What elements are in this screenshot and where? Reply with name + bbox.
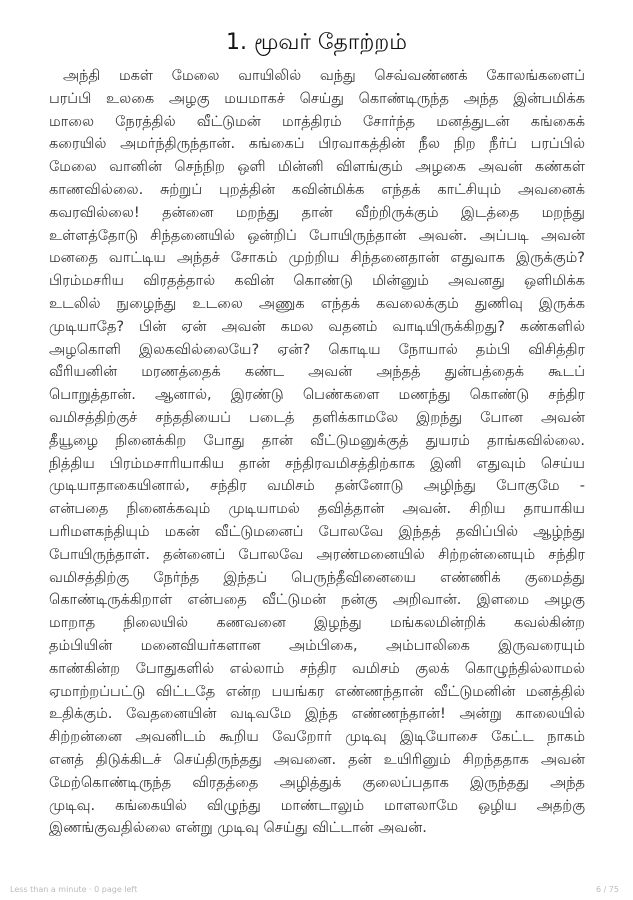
paragraph-line: மாலை நேரத்தில் வீட்டுமன் மாத்திரம் சோர்ந்த மனத்துடன் கங்கைக் — [49, 113, 585, 130]
paragraph-line: மேலை வானின் செந்நிற ஒளி மின்னி விளங்கும் அழகை அவன் கண்கள் — [49, 159, 585, 176]
paragraph-line: உதிக்கும். வேதனையின் வடிவமே இந்த எண்ணந்தான்! அன்று காலையில் — [49, 706, 585, 723]
paragraph-line: முடியாதே? பின் ஏன் அவன் கமல வதனம் வாடியிருக்கிறது? கண்களில் — [49, 318, 585, 335]
paragraph-line: பரிமளகந்தியும் மகன் வீட்டுமனைப் போலவே இந்தத் தவிப்பில் ஆழ்ந்து — [49, 523, 585, 540]
paragraph-line: சிற்றன்னை அவனிடம் கூறிய வேறோர் முடிவு இடியோசை கேட்ட நாகம் — [49, 729, 585, 746]
paragraph-line: காணவில்லை. சுற்றுப் புறத்தின் கவின்மிக்க எந்தக் காட்சியும் அவனைக் — [49, 181, 585, 198]
paragraph-line: தம்பியின் மனைவியர்களான அம்பிகை, அம்பாலிகை இருவரையும் — [49, 637, 585, 654]
paragraph-line: பிரம்மசரிய விரதத்தால் கவின் கொண்டு மின்னும் அவனது ஒளிமிக்க — [49, 273, 585, 290]
paragraph-line: என்பதை நினைக்கவும் முடியாமல் தவித்தான் அவன். சிறிய தாயாகிய — [49, 501, 585, 518]
paragraph-line: கொண்டிருக்கிறாள் என்பதை வீட்டுமன் நன்கு அறிவான். இளமை அழகு — [49, 592, 585, 609]
paragraph-line: உள்ளத்தோடு சிந்தனையில் ஒன்றிப் போயிருந்தான் அவன். அப்படி அவன் — [49, 227, 585, 244]
paragraph-line: மேற்கொண்டிருந்த விரதத்தை அழித்துக் குலைப்பதாக இருந்தது அந்த — [49, 774, 585, 791]
paragraph-line: காண்கின்ற போதுகளில் எல்லாம் சந்திர வமிசம் குலக் கொழுந்தில்லாமல் — [49, 660, 585, 677]
paragraph-line: நித்திய பிரம்மசாரியாகிய தான் சந்திரவமிசத்திற்காக இனி எதுவும் செய்ய — [49, 455, 585, 472]
chapter-title: 1. மூவர் தோற்றம் — [226, 30, 407, 55]
paragraph-line: மனதை வாட்டிய அந்தச் சோகம் முற்றிய சிந்தனைதான் எதுவாக இருக்கும்? — [49, 250, 585, 267]
paragraph-line: முடிவு. கங்கையில் விழுந்து மாண்டாலும் மாளலாமே ஒழிய அதற்கு — [49, 797, 585, 814]
paragraph-line: எனத் திடுக்கிடச் செய்திருந்தது அவனை. தன் உயிரினும் சிறந்ததாக அவன் — [49, 751, 585, 768]
paragraph-line: பொறுத்தான். ஆனால், இரண்டு பெண்களை மணந்து கொண்டு சந்திர — [49, 387, 585, 404]
chapter-body — [49, 65, 585, 840]
paragraph-line: மாறாத நிலையில் கணவனை இழந்து மங்கலமின்றிக் கவல்கின்ற — [49, 615, 585, 632]
reading-time-status: Less than a minute · 0 page left — [10, 885, 138, 894]
paragraph-line: இணங்குவதில்லை என்று முடிவு செய்து விட்டான் அவன். — [49, 820, 427, 837]
paragraph-line: அந்தி மகள் மேலை வாயிலில் வந்து செவ்வண்ணக் கோலங்களைப் — [63, 68, 585, 84]
paragraph-line: கவரவில்லை! தன்னை மறந்து தான் வீற்றிருக்கும் இடத்தை மறந்து — [49, 204, 585, 221]
paragraph-line: வீரியனின் மரணத்தைக் கண்ட அவன் அந்தத் துன்பத்தைக் கூடப் — [49, 364, 585, 381]
paragraph-line: வமிசத்திற்குச் சந்ததியைப் படைத் தளிக்காமலே இறந்து போன அவன் — [49, 409, 585, 426]
paragraph-line: கரையில் அமர்ந்திருந்தான். கங்கைப் பிரவாகத்தின் நீல நிற நீர்ப் பரப்பில் — [49, 136, 585, 153]
paragraph-line: அழகொளி இலகவில்லையே? ஏன்? கொடிய நோயால் தம்பி விசித்திர — [49, 341, 585, 358]
paragraph-line: போயிருந்தாள். தன்னைப் போலவே அரண்மனையில் சிற்றன்னையும் சந்திர — [49, 546, 585, 563]
paragraph-line: ஏமாற்றப்பட்டு விட்டதே என்ற பயங்கர எண்ணந்தான் வீட்டுமனின் மனத்தில் — [49, 683, 585, 700]
paragraph-line: தீயூழை நினைக்கிற போது தான் வீட்டுமனுக்குத் துயரம் தாங்கவில்லை. — [49, 432, 585, 449]
paragraph-line: பரப்பி உலகை அழகு மயமாகச் செய்து கொண்டிருந்த அந்த இன்பமிக்க — [49, 90, 585, 107]
paragraph-line: வமிசத்திற்கு நேர்ந்த இந்தப் பெருந்தீவினையை எண்ணிக் குமைத்து — [49, 569, 585, 586]
page-indicator: 6 / 75 — [595, 885, 619, 894]
paragraph-line: முடியாதாகையினால், சந்திர வமிசம் தன்னோடு அழிந்து போகுமே - — [49, 478, 585, 495]
paragraph-line: உடலில் நுழைந்து உடலை அணுக எந்தக் கவலைக்கும் துணிவு இருக்க — [49, 295, 585, 312]
